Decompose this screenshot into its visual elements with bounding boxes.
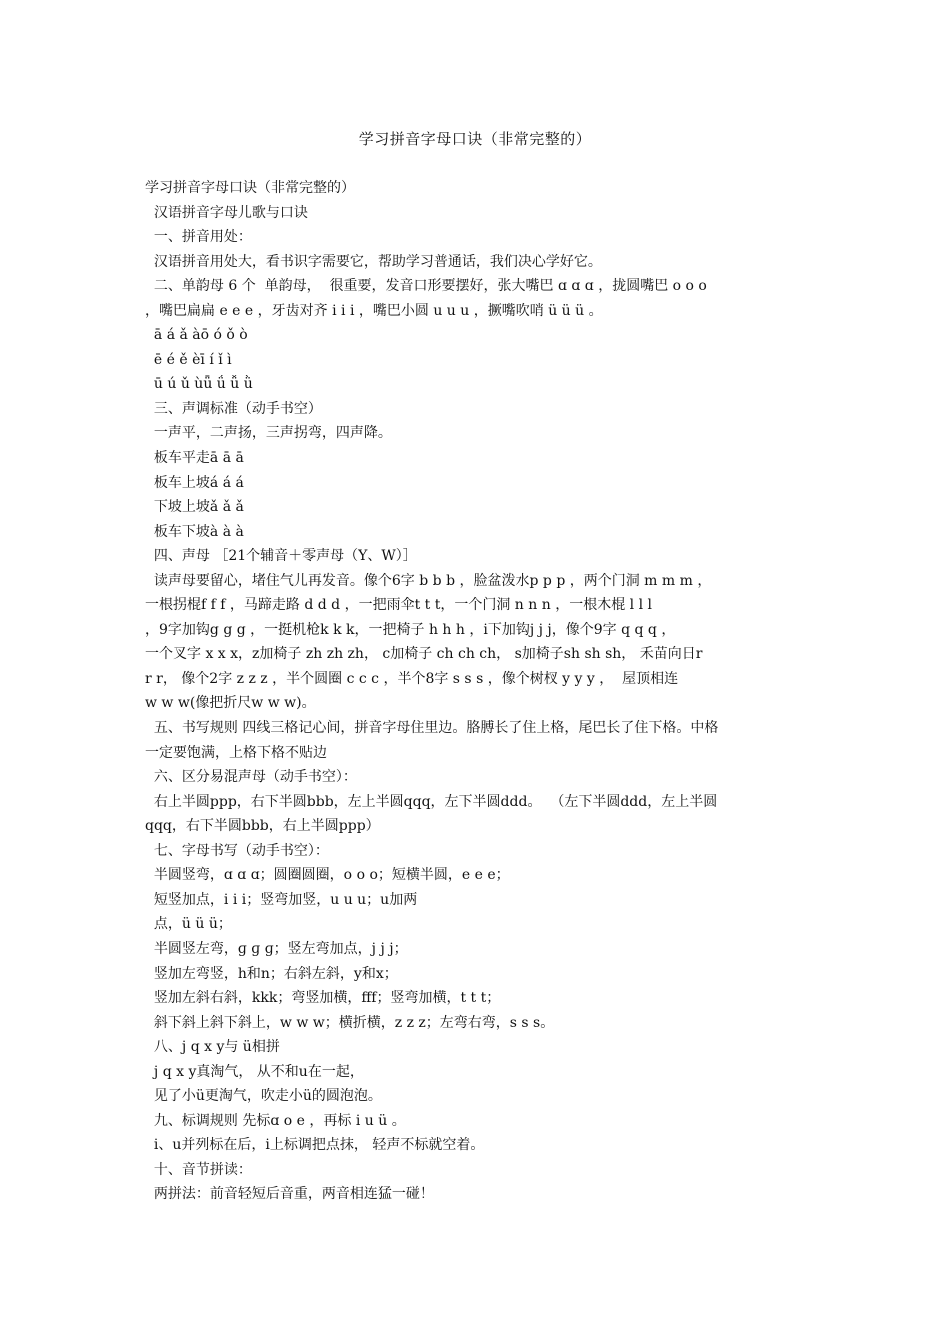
text-line: 见了小ü更淘气，吹走小ü的圆泡泡。 [145, 1088, 382, 1105]
text-line: 汉语拼音用处大，看书识字需要它，帮助学习普通话，我们决心学好它。 [145, 253, 602, 270]
text-line: 一根拐棍f f f ，马蹄走路 d d d ，一把雨伞t t t，一个门洞 n n n ，一根木棍 l l l [145, 597, 652, 614]
text-line: 一定要饱满，上格下格不贴边 [145, 744, 327, 761]
text-line: 短竖加点，i i i；竖弯加竖，u u u；u加两 [145, 891, 418, 908]
text-line: 五、书写规则 四线三格记心间，拼音字母住里边。胳膊长了住上格，尾巴长了住下格。中格 [145, 720, 719, 737]
text-line: ā á ǎ àō ó ǒ ò [145, 327, 248, 344]
text-line: ū ú ǔ ùǖ ǘ ǚ ǜ [145, 376, 253, 393]
text-line: 右上半圆ppp，右下半圆bbb，左上半圆qqq，左下半圆ddd。 （左下半圆ddd，左上半圆 [145, 793, 718, 810]
text-line: 一声平，二声扬，三声拐弯，四声降。 [145, 425, 392, 442]
text-line: 读声母要留心，堵住气儿再发音。像个6字 b b b ，脸盆泼水p p p ，两个门洞 m m m ， [145, 572, 712, 589]
document-title: 学习拼音字母口诀（非常完整的） [358, 130, 592, 148]
text-line: 二、单韵母 6 个 单韵母， 很重要，发音口形要摆好，张大嘴巴 ɑ ɑ ɑ ，拢圆嘴巴 o o o [145, 278, 707, 295]
text-line: 斜下斜上斜下斜上，w w w；横折横，z z z；左弯右弯，s s s。 [145, 1014, 555, 1031]
text-line: 竖加左斜右斜，kkk；弯竖加横，fff；竖弯加横，t t t； [145, 990, 501, 1007]
text-line: 竖加左弯竖，h和n；右斜左斜，y和x； [145, 965, 398, 982]
text-line: w w w(像把折尺w w w)。 [145, 695, 316, 712]
text-line: 下坡上坡ǎ ǎ ǎ [145, 499, 244, 516]
text-line: 十、音节拼读： [145, 1161, 252, 1178]
text-line: 半圆竖左弯，ɡ ɡ ɡ；竖左弯加点，j j j； [145, 940, 408, 957]
text-line: 两拼法：前音轻短后音重，两音相连猛一碰！ [145, 1186, 434, 1203]
text-line: 学习拼音字母口诀（非常完整的） [145, 180, 355, 196]
text-line: 六、区分易混声母（动手书空）： [145, 769, 357, 786]
text-line: 点，ü ü ü； [145, 916, 232, 933]
text-line: 板车上坡á á á [145, 474, 244, 491]
text-line: ，嘴巴扁扁 e e e ，牙齿对齐 i i i ，嘴巴小圆 u u u ，撅嘴吹哨 ü ü ü 。 [145, 302, 603, 319]
text-line: i、u并列标在后，i上标调把点抹， 轻声不标就空着。 [145, 1137, 485, 1154]
text-line: 三、声调标准（动手书空） [145, 400, 322, 417]
text-line: 八、j q x y与 ü相拼 [145, 1039, 280, 1056]
text-line: j q x y真淘气， 从不和u在一起， [145, 1063, 364, 1080]
text-line: 一、拼音用处： [145, 229, 252, 246]
text-line: r r， 像个2字 z z z ，半个圆圈 c c c ，半个8字 s s s ，像个树杈 y y y ， 屋顶相连 [145, 670, 679, 687]
text-line: 汉语拼音字母儿歌与口诀 [145, 204, 308, 221]
text-line: 板车下坡à à à [145, 523, 244, 540]
text-line: 板车平走ā ā ā [145, 450, 244, 467]
text-line: ，9字加钩g g g ，一挺机枪k k k，一把椅子 h h h ，i下加钩j j j，像个9字 q q q ， [145, 621, 676, 638]
text-line: qqq，右下半圆bbb，右上半圆ppp） [145, 818, 380, 835]
text-line: ē é ě èī í ǐ ì [145, 351, 232, 368]
document-body [145, 176, 810, 1207]
text-line: 九、标调规则 先标ɑ o e ，再标 i u ü 。 [145, 1112, 406, 1129]
text-line: 四、声母 ［21个辅音＋零声母（Y、W）］ [145, 548, 417, 565]
text-line: 七、字母书写（动手书空）： [145, 842, 329, 859]
text-line: 半圆竖弯，ɑ ɑ ɑ；圆圈圆圈，o o o；短横半圆，e e e； [145, 867, 510, 884]
text-line: 一个叉字 x x x，z加椅子 zh zh zh， c加椅子 ch ch ch， s加椅子sh sh sh， 禾苗向日r [145, 646, 703, 663]
